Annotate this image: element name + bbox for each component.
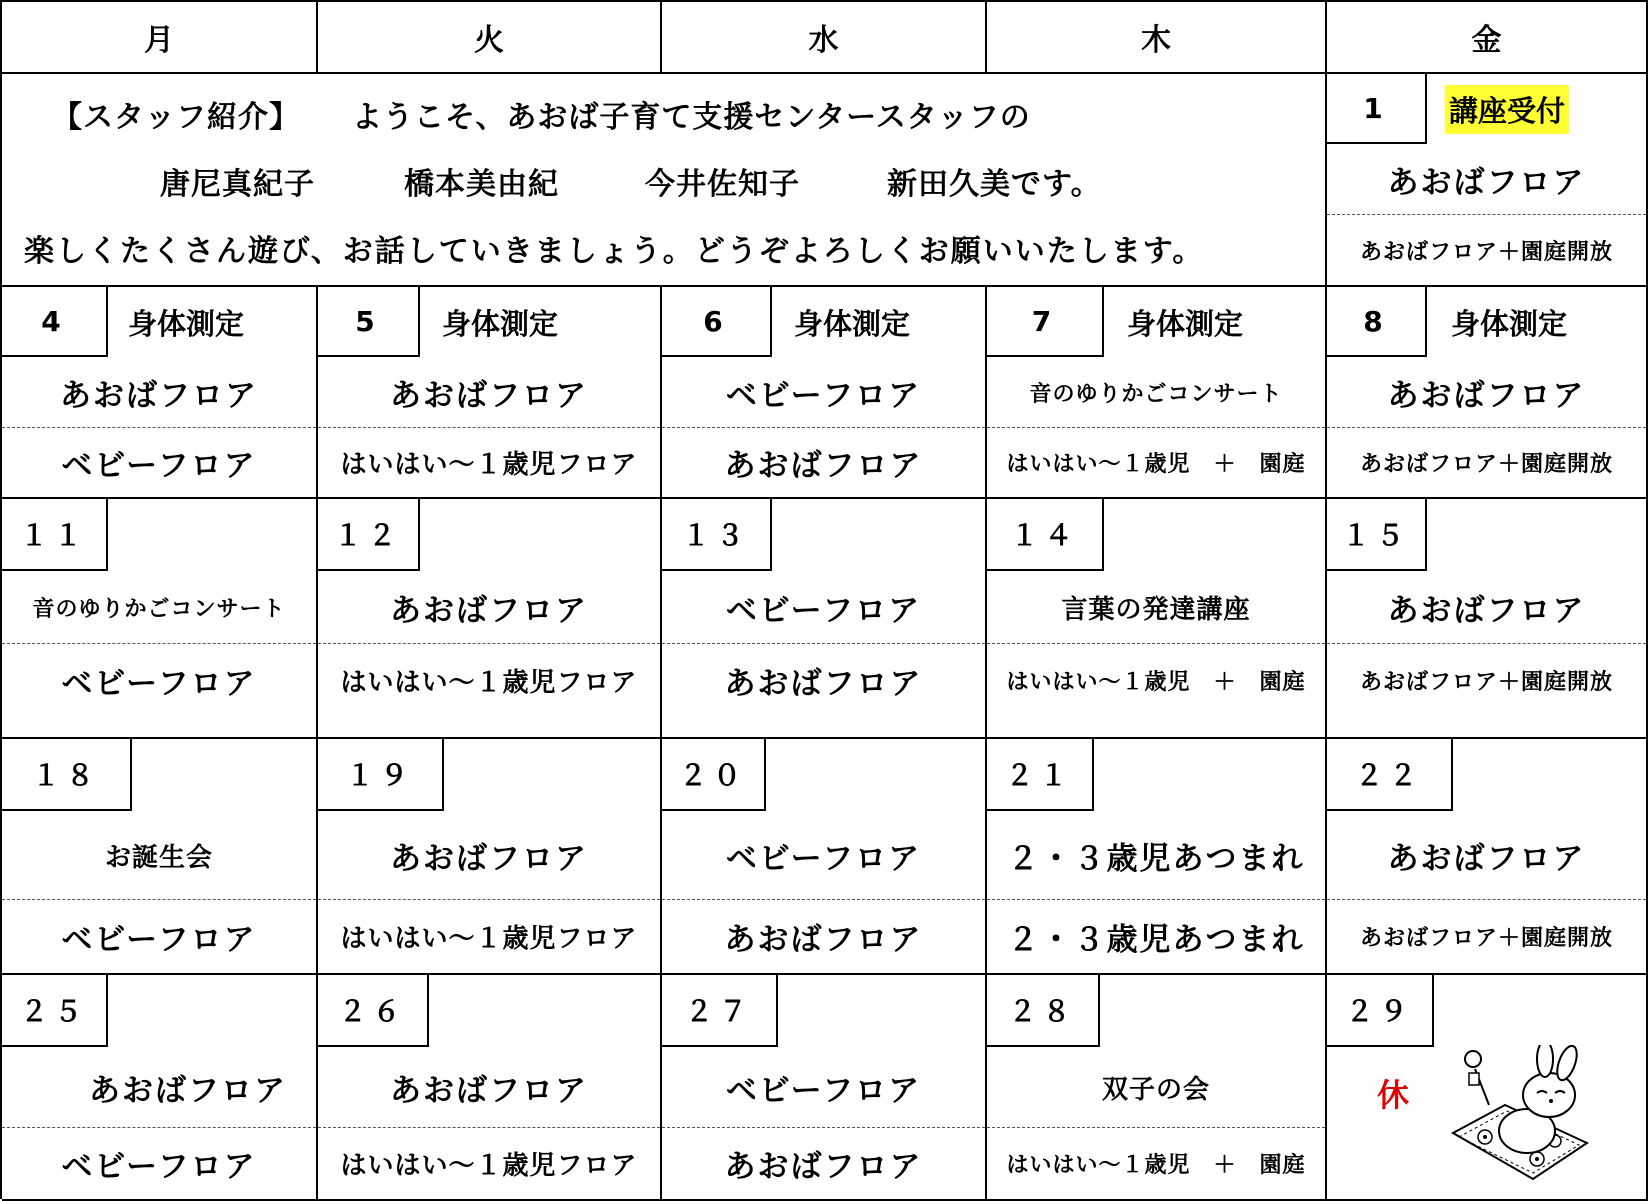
day-number: 5	[318, 287, 420, 357]
slot-1: あおばフロア	[1327, 811, 1646, 900]
slot-2: あおばフロア＋園庭開放	[1359, 925, 1613, 951]
slot-2: ベビーフロア	[61, 921, 257, 958]
slot-1: あおばフロア	[318, 811, 660, 900]
event-tag: 身体測定	[128, 306, 245, 341]
slot-1: 双子の会	[987, 1047, 1325, 1128]
day-number: １１	[2, 499, 108, 571]
day-number: ２０	[662, 739, 766, 811]
day-number: ２９	[1327, 975, 1434, 1047]
slot-1: お誕生会	[2, 811, 316, 900]
slot-2: あおばフロア＋園庭開放	[1359, 451, 1613, 477]
day-number: １４	[987, 499, 1104, 571]
slot-2: あおばフロア	[724, 447, 923, 484]
staff-name: 唐尼真紀子	[160, 167, 315, 202]
day-cell	[318, 287, 662, 499]
day-cell	[318, 975, 662, 1201]
day-number: ２８	[987, 975, 1100, 1047]
day-number: ２７	[662, 975, 778, 1047]
slot-2: ベビーフロア	[61, 447, 257, 484]
day-cell	[987, 287, 1327, 499]
day-number: １２	[318, 499, 420, 571]
staff-name: 今井佐知子	[645, 167, 800, 202]
slot-1: あおばフロア	[1327, 144, 1646, 215]
day-number: ２２	[1327, 739, 1453, 811]
rabbit-moon-viewing-icon	[1445, 1045, 1595, 1185]
weekday-fri: 金	[1327, 2, 1648, 74]
slot-1: 音のゆりかごコンサート	[2, 571, 316, 644]
slot-1: あおばフロア	[318, 357, 660, 428]
slot-2: はいはい～１歳児フロア	[340, 449, 638, 480]
weekday-mon: 月	[2, 2, 318, 74]
day-cell	[987, 739, 1327, 975]
staff-name: 橋本美由紀	[404, 167, 559, 202]
day-cell	[318, 739, 662, 975]
slot-1: あおばフロア	[2, 357, 316, 428]
day-cell	[662, 287, 987, 499]
slot-1: ベビーフロア	[662, 1047, 985, 1128]
slot-2: はいはい～１歳児 ＋ 園庭	[1006, 669, 1306, 695]
slot-1: ベビーフロア	[662, 571, 985, 644]
slot-1: 音のゆりかごコンサート	[987, 357, 1325, 428]
slot-1: ベビーフロア	[662, 811, 985, 900]
day-number: １８	[2, 739, 132, 811]
slot-1: あおばフロア	[2, 1047, 316, 1128]
day-cell	[2, 499, 318, 739]
day-cell	[1327, 287, 1648, 499]
day-number: １５	[1327, 499, 1427, 571]
day-cell	[662, 975, 987, 1201]
day-cell	[1327, 499, 1648, 739]
day-cell	[1327, 739, 1648, 975]
slot-2: ベビーフロア	[61, 665, 257, 702]
slot-2: あおばフロア＋園庭開放	[1359, 669, 1613, 695]
slot-1: あおばフロア	[318, 571, 660, 644]
slot-2: あおばフロア	[724, 1148, 923, 1185]
event-tag: 身体測定	[1451, 306, 1568, 341]
intro-welcome: ようこそ、あおば子育て支援センタースタッフの	[352, 100, 1031, 135]
slot-1: あおばフロア	[1327, 357, 1646, 428]
day-cell	[1327, 975, 1648, 1201]
slot-2: はいはい～１歳児フロア	[340, 667, 638, 698]
intro-message: 楽しくたくさん遊び、お話していきましょう。どうぞよろしくお願いいたします。	[24, 234, 1205, 269]
day-cell	[1327, 74, 1648, 287]
staff-intro	[2, 74, 1327, 287]
slot-2: ２・３歳児あつまれ	[1007, 921, 1305, 958]
event-tag	[1445, 74, 1569, 144]
slot-1: 言葉の発達講座	[987, 571, 1325, 644]
event-tag: 身体測定	[442, 306, 559, 341]
slot-2: あおばフロア	[724, 665, 923, 702]
slot-2: はいはい～１歳児フロア	[340, 923, 638, 954]
day-number: 7	[987, 287, 1104, 357]
holiday-label: 休	[1377, 1076, 1410, 1114]
event-tag: 身体測定	[1127, 306, 1244, 341]
intro-label: 【スタッフ紹介】	[52, 100, 300, 135]
day-number: 6	[662, 287, 772, 357]
highlight-label: 講座受付	[1445, 85, 1569, 134]
day-number: １３	[662, 499, 772, 571]
weekday-thu: 木	[987, 2, 1327, 74]
slot-2: ベビーフロア	[61, 1148, 257, 1185]
event-tag: 身体測定	[794, 306, 911, 341]
day-number: ２５	[2, 975, 108, 1047]
slot-2: はいはい～１歳児 ＋ 園庭	[1006, 1152, 1306, 1178]
slot-1: あおばフロア	[1327, 571, 1646, 644]
slot-2: はいはい～１歳児フロア	[340, 1150, 638, 1181]
slot-2: あおばフロア＋園庭開放	[1359, 239, 1613, 265]
day-cell	[662, 499, 987, 739]
day-number: ２６	[318, 975, 429, 1047]
day-number: ２１	[987, 739, 1094, 811]
day-number: 8	[1327, 287, 1427, 357]
day-cell	[662, 739, 987, 975]
day-cell	[2, 739, 318, 975]
day-cell	[987, 975, 1327, 1201]
slot-2: はいはい～１歳児 ＋ 園庭	[1006, 451, 1306, 477]
day-number: 4	[2, 287, 108, 357]
slot-2: あおばフロア	[724, 921, 923, 958]
day-cell	[318, 499, 662, 739]
day-number: １９	[318, 739, 444, 811]
slot-1: ２・３歳児あつまれ	[987, 811, 1325, 900]
slot-1: あおばフロア	[318, 1047, 660, 1128]
day-cell	[2, 287, 318, 499]
weekday-wed: 水	[662, 2, 987, 74]
staff-name: 新田久美です。	[887, 167, 1102, 202]
slot-1: ベビーフロア	[662, 357, 985, 428]
day-number: 1	[1327, 74, 1427, 144]
day-cell	[987, 499, 1327, 739]
weekday-tue: 火	[318, 2, 662, 74]
day-cell	[2, 975, 318, 1201]
